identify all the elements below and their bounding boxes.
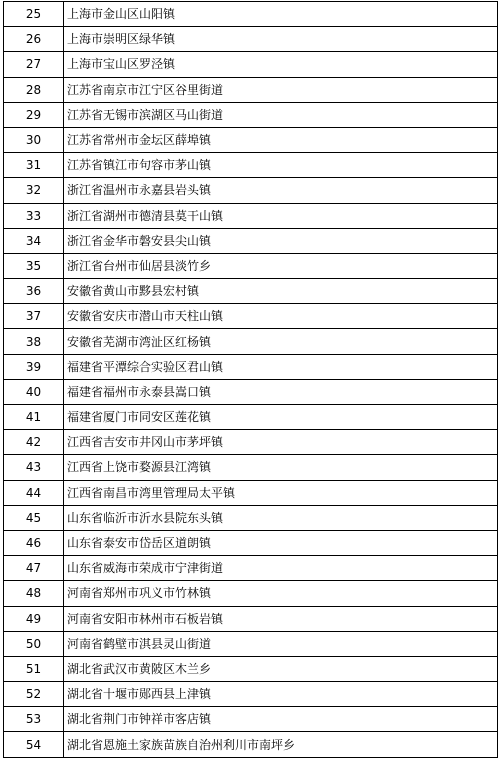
row-number-cell: 49 <box>4 606 64 631</box>
row-number-cell: 33 <box>4 203 64 228</box>
township-name-cell: 浙江省台州市仙居县淡竹乡 <box>64 253 498 278</box>
township-name-cell: 湖北省武汉市黄陂区木兰乡 <box>64 656 498 681</box>
table-row <box>4 556 498 581</box>
table-row <box>4 455 498 480</box>
table-row <box>4 253 498 278</box>
table-row <box>4 153 498 178</box>
table-row <box>4 304 498 329</box>
table-row <box>4 27 498 52</box>
row-number-cell: 47 <box>4 556 64 581</box>
row-number-cell: 54 <box>4 732 64 757</box>
table-row <box>4 631 498 656</box>
row-number-cell: 50 <box>4 631 64 656</box>
table-row <box>4 203 498 228</box>
table-row <box>4 329 498 354</box>
township-name-cell: 山东省泰安市岱岳区道朗镇 <box>64 530 498 555</box>
row-number-cell: 28 <box>4 77 64 102</box>
township-table <box>3 1 498 758</box>
row-number-cell: 48 <box>4 581 64 606</box>
township-name-cell: 江苏省南京市江宁区谷里街道 <box>64 77 498 102</box>
row-number-cell: 27 <box>4 52 64 77</box>
row-number-cell: 34 <box>4 228 64 253</box>
row-number-cell: 32 <box>4 178 64 203</box>
township-name-cell: 江苏省无锡市滨湖区马山街道 <box>64 102 498 127</box>
row-number-cell: 52 <box>4 682 64 707</box>
row-number-cell: 31 <box>4 153 64 178</box>
table-row <box>4 2 498 27</box>
row-number-cell: 41 <box>4 405 64 430</box>
township-name-cell: 江苏省常州市金坛区薛埠镇 <box>64 127 498 152</box>
row-number-cell: 46 <box>4 530 64 555</box>
table-row <box>4 606 498 631</box>
table-row <box>4 480 498 505</box>
table-row <box>4 405 498 430</box>
township-name-cell: 河南省鹤壁市淇县灵山街道 <box>64 631 498 656</box>
row-number-cell: 45 <box>4 505 64 530</box>
table-row <box>4 228 498 253</box>
township-name-cell: 浙江省湖州市德清县莫干山镇 <box>64 203 498 228</box>
row-number-cell: 40 <box>4 379 64 404</box>
township-name-cell: 浙江省温州市永嘉县岩头镇 <box>64 178 498 203</box>
township-name-cell: 上海市崇明区绿华镇 <box>64 27 498 52</box>
table-row <box>4 127 498 152</box>
township-name-cell: 湖北省荆门市钟祥市客店镇 <box>64 707 498 732</box>
township-name-cell: 江西省吉安市井冈山市茅坪镇 <box>64 430 498 455</box>
township-name-cell: 江苏省镇江市句容市茅山镇 <box>64 153 498 178</box>
row-number-cell: 51 <box>4 656 64 681</box>
row-number-cell: 30 <box>4 127 64 152</box>
table-row <box>4 379 498 404</box>
township-name-cell: 福建省平潭综合实验区君山镇 <box>64 354 498 379</box>
township-name-cell: 浙江省金华市磐安县尖山镇 <box>64 228 498 253</box>
row-number-cell: 29 <box>4 102 64 127</box>
table-row <box>4 530 498 555</box>
table-row <box>4 279 498 304</box>
township-name-cell: 河南省安阳市林州市石板岩镇 <box>64 606 498 631</box>
row-number-cell: 44 <box>4 480 64 505</box>
row-number-cell: 25 <box>4 2 64 27</box>
row-number-cell: 43 <box>4 455 64 480</box>
table-row <box>4 430 498 455</box>
row-number-cell: 39 <box>4 354 64 379</box>
table-row <box>4 77 498 102</box>
table-row <box>4 102 498 127</box>
township-name-cell: 福建省厦门市同安区莲花镇 <box>64 405 498 430</box>
row-number-cell: 38 <box>4 329 64 354</box>
table-body <box>4 2 498 758</box>
township-name-cell: 湖北省十堰市郧西县上津镇 <box>64 682 498 707</box>
township-name-cell: 上海市金山区山阳镇 <box>64 2 498 27</box>
table-row <box>4 656 498 681</box>
township-name-cell: 安徽省安庆市潜山市天柱山镇 <box>64 304 498 329</box>
row-number-cell: 36 <box>4 279 64 304</box>
row-number-cell: 53 <box>4 707 64 732</box>
township-name-cell: 河南省郑州市巩义市竹林镇 <box>64 581 498 606</box>
table-row <box>4 52 498 77</box>
table-row <box>4 581 498 606</box>
township-name-cell: 江西省上饶市婺源县江湾镇 <box>64 455 498 480</box>
township-name-cell: 山东省威海市荣成市宁津街道 <box>64 556 498 581</box>
township-name-cell: 安徽省芜湖市湾沚区红杨镇 <box>64 329 498 354</box>
table-row <box>4 682 498 707</box>
township-name-cell: 安徽省黄山市黟县宏村镇 <box>64 279 498 304</box>
township-name-cell: 福建省福州市永泰县嵩口镇 <box>64 379 498 404</box>
table-row <box>4 732 498 757</box>
table-row <box>4 354 498 379</box>
township-name-cell: 湖北省恩施土家族苗族自治州利川市南坪乡 <box>64 732 498 757</box>
row-number-cell: 26 <box>4 27 64 52</box>
township-name-cell: 江西省南昌市湾里管理局太平镇 <box>64 480 498 505</box>
township-name-cell: 山东省临沂市沂水县院东头镇 <box>64 505 498 530</box>
table-row <box>4 707 498 732</box>
township-name-cell: 上海市宝山区罗泾镇 <box>64 52 498 77</box>
row-number-cell: 42 <box>4 430 64 455</box>
table-row <box>4 505 498 530</box>
row-number-cell: 35 <box>4 253 64 278</box>
row-number-cell: 37 <box>4 304 64 329</box>
table-row <box>4 178 498 203</box>
